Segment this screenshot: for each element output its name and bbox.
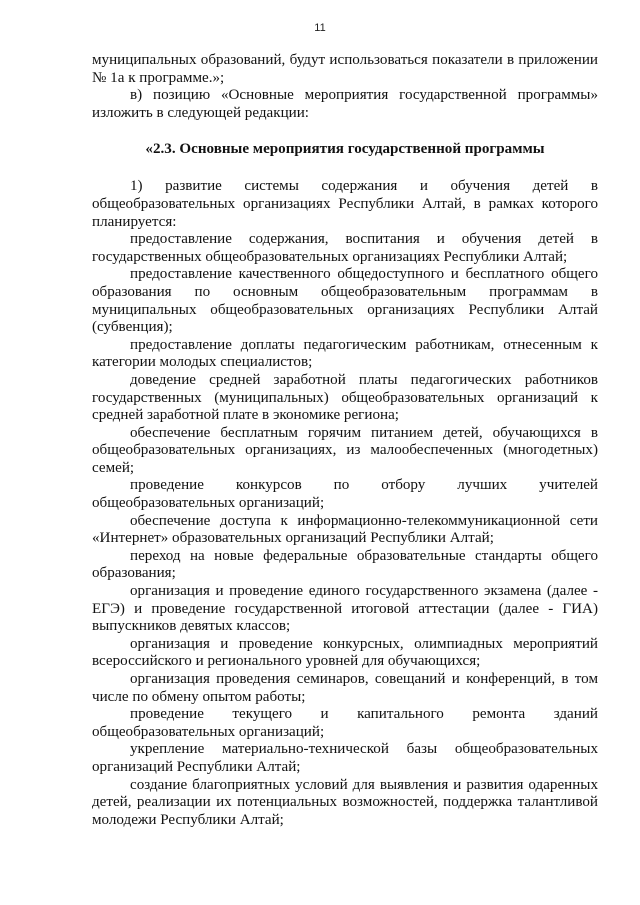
page-number: 11 — [314, 22, 326, 34]
section-heading: «2.3. Основные мероприятия государственной программы — [145, 141, 545, 158]
paragraph-2: предоставление содержания, воспитания и обучения детей в государственных общеобразовательных организациях Республики Алтай; — [92, 231, 598, 265]
paragraph-12: организация проведения семинаров, совещаний и конференций, в том числе по обмену опытом работы; — [92, 671, 598, 705]
paragraph-7: проведение конкурсов по отбору лучших учителей общеобразовательных организаций; — [92, 477, 598, 512]
paragraph-1: 1) развитие системы содержания и обучения детей в общеобразовательных организациях Республики Алтай, в рамках которого планируется: — [92, 178, 598, 230]
paragraph-4: предоставление доплаты педагогическим работникам, отнесенным к категории молодых специалистов; — [92, 336, 598, 371]
paragraph-10: организация и проведение единого государственного экзамена (далее - ЕГЭ) и проведение государственной итоговой аттестации (далее - ГИА) выпускников девятых классов; — [92, 583, 598, 635]
paragraph-3: предоставление качественного общедоступного и бесплатного общего образования по основным общеобразовательным программам в муниципальных общеобразовательных организациях Республики Алтай (субвенция); — [92, 266, 598, 336]
paragraph-14: укрепление материально-технической базы общеобразовательных организаций Республики Алтай; — [92, 741, 598, 775]
paragraph-11: организация и проведение конкурсных, олимпиадных мероприятий всероссийского и регионального уровней для обучающихся; — [92, 635, 598, 670]
document-body — [92, 52, 598, 829]
paragraph-13: проведение текущего и капитального ремонта зданий общеобразовательных организаций; — [92, 706, 598, 740]
paragraph-5: доведение средней заработной платы педагогических работников государственных (муниципальных) общеобразовательных организаций к средней заработной плате в экономике региона; — [92, 371, 598, 424]
paragraph-15: создание благоприятных условий для выявления и развития одаренных детей, реализации их потенциальных возможностей, поддержка талантливой молодежи Республики Алтай; — [92, 776, 598, 828]
paragraph-6: обеспечение бесплатным горячим питанием детей, обучающихся в общеобразовательных организациях, из малообеспеченных (многодетных) семей; — [92, 424, 598, 476]
paragraph-8: обеспечение доступа к информационно-телекоммуникационной сети «Интернет» образовательных организаций Республики Алтай; — [92, 512, 598, 547]
intro-paragraph-2: в) позицию «Основные мероприятия государственной программы» изложить в следующей редакции: — [92, 87, 598, 121]
paragraph-9: переход на новые федеральные образовательные стандарты общего образования; — [92, 547, 598, 582]
intro-paragraph-1: муниципальных образований, будут использоваться показатели в приложении № 1а к программе.»; — [92, 52, 598, 86]
